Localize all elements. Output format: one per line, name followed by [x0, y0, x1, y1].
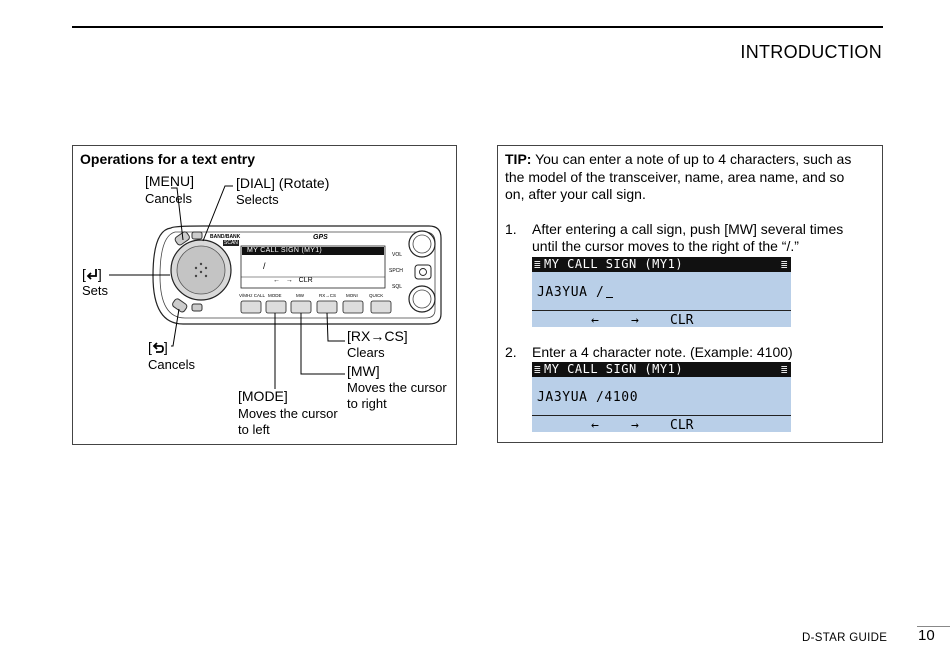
- footer-guide-label: D-STAR GUIDE: [802, 632, 888, 644]
- radio-key-rxcs: RX→CS: [319, 293, 337, 298]
- radio-key-vmhz: V/MHz CALL: [239, 293, 266, 298]
- radio-key-moni: MONI: [346, 293, 358, 298]
- menu-key-desc: Cancels: [145, 191, 192, 206]
- mw-key-label: [MW]: [347, 363, 380, 379]
- mw-key-desc-2: to right: [347, 396, 387, 411]
- mw-key-desc-1: Moves the cursor: [347, 380, 447, 395]
- lcd-right-arrow: →: [631, 313, 639, 328]
- scan-label: SCAN: [224, 240, 238, 246]
- section-title: INTRODUCTION: [740, 42, 882, 62]
- vol-label: VOL: [392, 252, 403, 258]
- step-1-number: 1.: [505, 221, 517, 237]
- menu-lines-icon: ≣: [534, 363, 542, 376]
- lcd-title-bar: ≣ MY CALL SIGN (MY1) ≣: [532, 362, 791, 377]
- rxcs-key-desc: Clears: [347, 345, 385, 360]
- radio-screen-text: /: [263, 261, 266, 271]
- back-key-label: [ ]: [148, 339, 168, 355]
- radio-screen-title: MY CALL SIGN (MY1): [247, 247, 323, 254]
- step-2-number: 2.: [505, 344, 517, 360]
- lcd-left-arrow: ←: [591, 418, 599, 433]
- mode-key-desc-2: to left: [238, 422, 270, 437]
- panel-title: Operations for a text entry: [80, 151, 256, 167]
- tip-line-2: the model of the transceiver, name, area name, and so: [505, 169, 845, 185]
- lcd-entry-text: JA3YUA /: [537, 285, 613, 300]
- lcd-clr: CLR: [670, 313, 694, 328]
- lcd-right-arrow: →: [631, 418, 639, 433]
- lcd-screen-step-2: [532, 362, 791, 432]
- enter-key-label: [ ]: [82, 266, 102, 282]
- tip-panel: [497, 145, 883, 443]
- menu-lines-icon: ≣: [534, 258, 542, 271]
- text-cursor: [606, 285, 613, 298]
- spch-label: SPCH: [389, 268, 403, 274]
- enter-key-desc: Sets: [82, 283, 109, 298]
- menu-key-label: [MENU]: [145, 173, 194, 189]
- dial-key-label: [DIAL] (Rotate): [236, 175, 330, 191]
- tip-line-3: on, after your call sign.: [505, 186, 646, 202]
- page-number: 10: [918, 627, 935, 644]
- lcd-entry-text: JA3YUA /4100: [537, 390, 639, 405]
- menu-lines-icon: ≣: [780, 258, 788, 271]
- back-key-desc: Cancels: [148, 357, 195, 372]
- back-icon: [152, 341, 164, 353]
- step-2-text: Enter a 4 character note. (Example: 4100): [532, 344, 793, 360]
- top-rule: [72, 26, 883, 28]
- radio-key-mw: MW: [296, 293, 304, 298]
- rxcs-key-label: [RX→CS]: [347, 328, 408, 344]
- mode-key-label: [MODE]: [238, 388, 288, 404]
- band-bank-label: BAND/BANK: [210, 234, 241, 240]
- radio-screen-keys: ← → CLR: [273, 277, 313, 284]
- radio-key-mode: MODE: [268, 293, 282, 298]
- lcd-title-bar: ≣ MY CALL SIGN (MY1) ≣: [532, 257, 791, 272]
- lcd-clr: CLR: [670, 418, 694, 433]
- tip-line-1: TIP: You can enter a note of up to 4 characters, such as: [505, 151, 852, 167]
- dial-key-desc: Selects: [236, 192, 279, 207]
- sql-label: SQL: [392, 284, 403, 290]
- lcd-left-arrow: ←: [591, 313, 599, 328]
- mode-key-desc-1: Moves the cursor: [238, 406, 338, 421]
- radio-key-quick: QUICK: [369, 293, 384, 298]
- lcd-screen-step-1: [532, 257, 791, 327]
- text-entry-operations-panel: [72, 145, 457, 445]
- step-1-line-2: until the cursor moves to the right of the “/.”: [532, 238, 799, 254]
- gps-label: GPS: [313, 234, 328, 241]
- step-1-line-1: After entering a call sign, push [MW] several times: [532, 221, 844, 237]
- menu-lines-icon: ≣: [780, 363, 788, 376]
- tip-label: TIP:: [505, 151, 532, 167]
- enter-icon: [86, 268, 98, 280]
